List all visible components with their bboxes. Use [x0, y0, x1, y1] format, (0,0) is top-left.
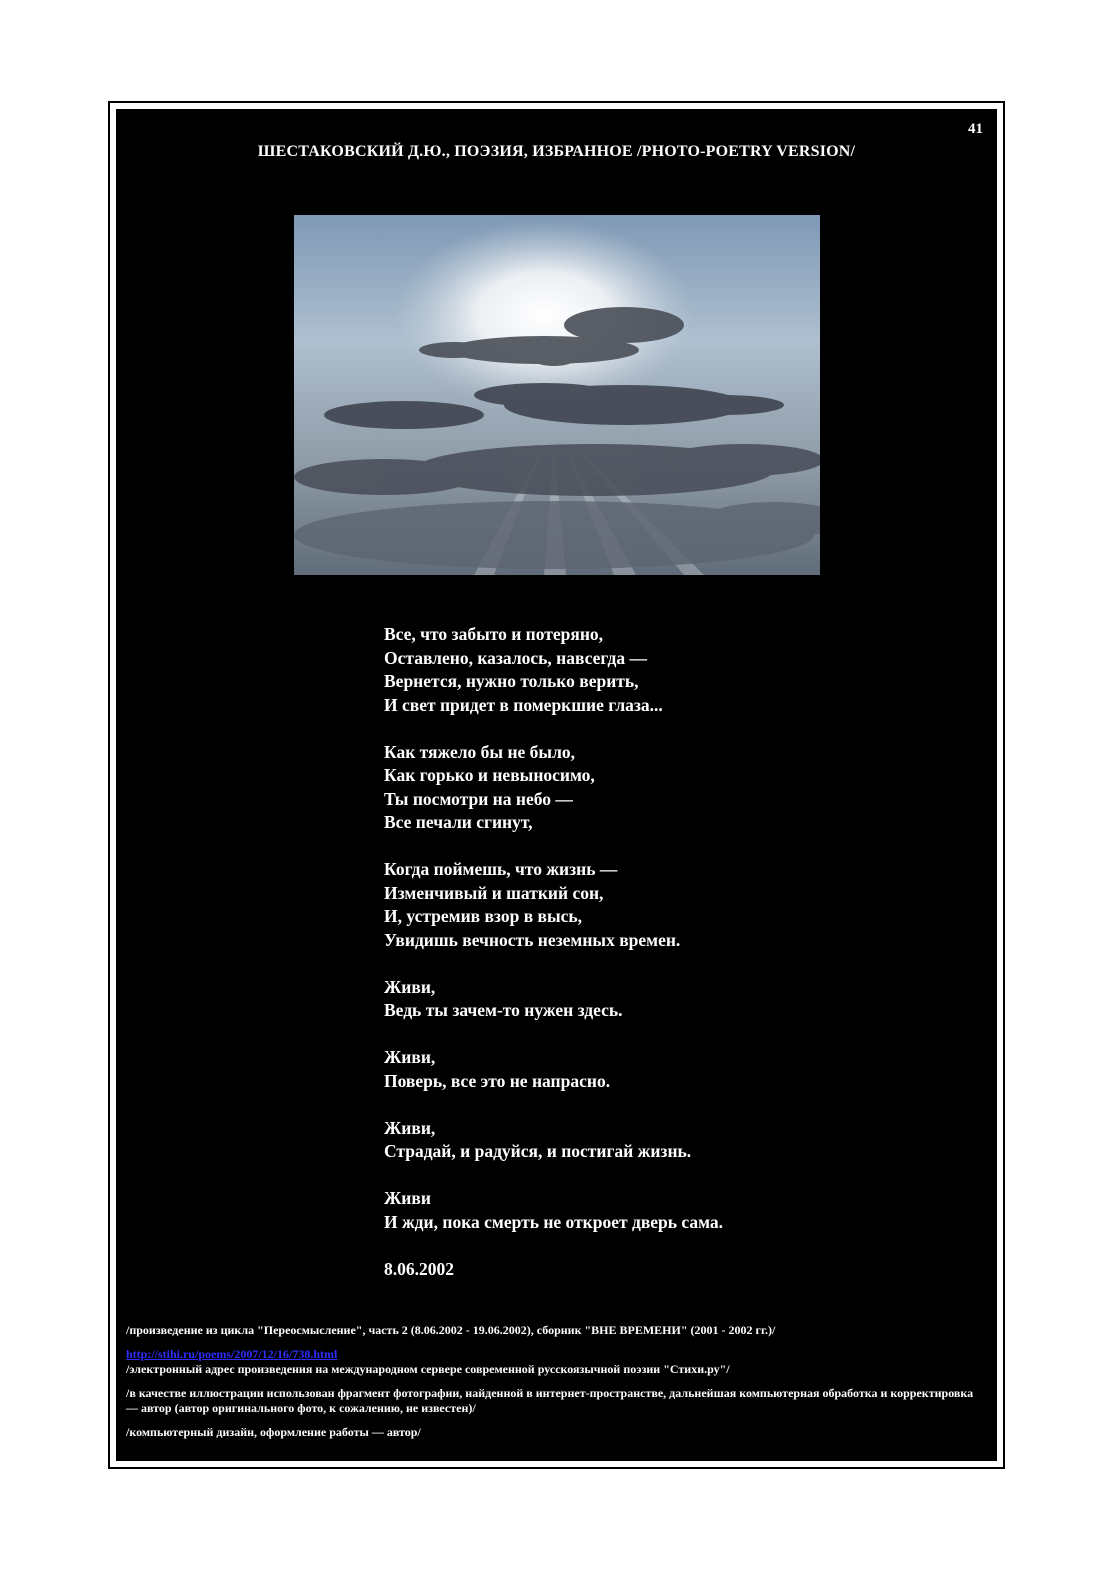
stanza-7 — [384, 1187, 723, 1234]
poem-date: 8.06.2002 — [384, 1258, 454, 1279]
poem-line: Изменчивый и шаткий сон, — [384, 882, 604, 903]
poem-line: И жди, пока смерть не откроет дверь сама. — [384, 1211, 724, 1232]
stanza-2 — [384, 741, 723, 835]
poem-line: Увидишь вечность неземных времен. — [384, 929, 681, 950]
link-note: /электронный адрес произведения на международном сервере современной русскоязычной поэзии "Стихи.ру"/ — [126, 1362, 730, 1376]
sky-clouds-illustration — [294, 215, 820, 575]
poem-line: Все печали сгинут, — [384, 812, 533, 832]
sky-clouds-photo — [294, 215, 820, 575]
poem-line: Живи, — [384, 976, 436, 997]
poem-line: Ты посмотри на небо — — [384, 788, 573, 809]
poem — [384, 623, 723, 1281]
poem-line: Ведь ты зачем-то нужен здесь. — [384, 1000, 623, 1020]
design-note: /компьютерный дизайн, оформление работы — автор/ — [126, 1425, 421, 1439]
illustration-note: /в качестве иллюстрации использован фрагмент фотографии, найденной в интернет-пространстве, дальнейшая компьютерная обработка и корректировка — автор (автор оригинального фото, к сожалению, не известен)/ — [126, 1386, 974, 1415]
poem-line: Как горько и невыносимо, — [384, 765, 595, 785]
poem-line: Живи, — [384, 1047, 436, 1067]
poem-line: И, устремив взор в высь, — [384, 906, 583, 926]
page-inner-frame — [115, 108, 998, 1462]
footer-notes — [126, 1323, 987, 1449]
poem-line: Когда поймешь, что жизнь — — [384, 859, 618, 879]
link-block — [126, 1347, 987, 1377]
stanza-4 — [384, 976, 723, 1023]
poem-line: Страдай, и радуйся, и постигай жизнь. — [384, 1141, 692, 1161]
poem-line: Поверь, все это не напрасно. — [384, 1070, 611, 1091]
poem-line: Живи, — [384, 1117, 436, 1138]
poem-link[interactable]: http://stihi.ru/poems/2007/12/16/738.html — [126, 1347, 338, 1361]
poem-line: Вернется, нужно только верить, — [384, 671, 639, 691]
page-outer-frame — [108, 101, 1005, 1469]
stanza-3 — [384, 858, 723, 952]
poem-line: Все, что забыто и потеряно, — [384, 624, 604, 644]
page-title: ШЕСТАКОВСКИЙ Д.Ю., ПОЭЗИЯ, ИЗБРАННОЕ /PHOTO-POETRY VERSION/ — [257, 143, 856, 160]
poem-line: Живи — [384, 1188, 431, 1208]
poem-line: Как тяжело бы не было, — [384, 741, 576, 762]
cycle-note: /произведение из цикла "Переосмысление", часть 2 (8.06.2002 - 19.06.2002), сборник "ВНЕ ВРЕМЕНИ" (2001 - 2002 гг.)/ — [126, 1323, 776, 1337]
stanza-1 — [384, 623, 723, 717]
page-number: 41 — [968, 121, 983, 137]
poem-line: И свет придет в померкшие глаза... — [384, 694, 663, 715]
stanza-6 — [384, 1117, 723, 1164]
stanza-5 — [384, 1046, 723, 1093]
poem-line: Оставлено, казалось, навсегда — — [384, 647, 647, 668]
